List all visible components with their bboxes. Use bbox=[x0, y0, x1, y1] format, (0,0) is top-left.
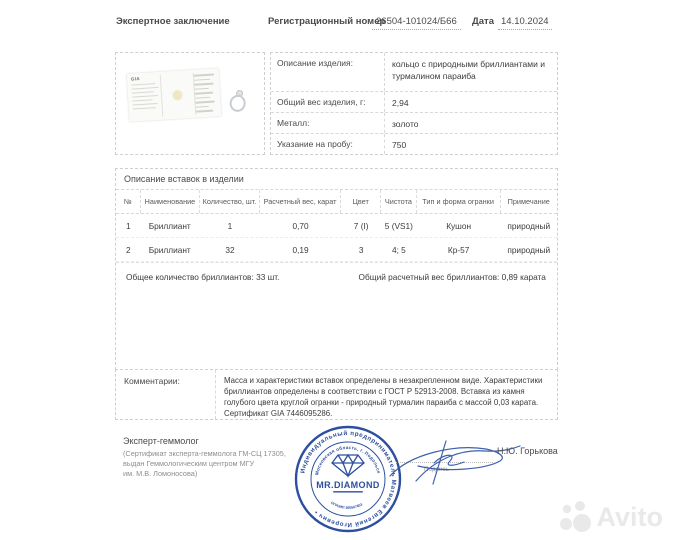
inserts-table bbox=[115, 168, 558, 370]
table-row bbox=[116, 238, 557, 262]
totals-row bbox=[116, 262, 557, 290]
field-row-weight bbox=[271, 91, 557, 112]
column-header: Цвет bbox=[341, 190, 381, 213]
cell-color: 3 bbox=[358, 244, 364, 255]
comments-text: Масса и характеристики вставок определены в незакрепленном виде. Характеристики бриллиантов определены в соответствии с ГОСТ Р 52913-2008. Вставка из камня голубого цвета круглой огранки - природный турмалин параиба с массой 0,03 карата. Сертификат GIA 7446095286. bbox=[224, 376, 543, 419]
field-label: Указание на пробу: bbox=[271, 134, 385, 154]
cell-name: Бриллиант bbox=[148, 220, 191, 231]
field-value: кольцо с природными бриллиантами и турмалином параиба bbox=[392, 59, 545, 82]
cell-cut: Кр-57 bbox=[447, 244, 470, 255]
gia-certificate-image bbox=[127, 68, 222, 122]
stamp-brand: MR.DIAMOND bbox=[316, 480, 380, 490]
svg-text:Индивидуальный предприниматель bbox=[299, 430, 397, 528]
field-label: Металл: bbox=[271, 113, 385, 133]
registration-number-label: Регистрационный номер bbox=[268, 16, 386, 27]
cell-quantity: 1 bbox=[227, 220, 233, 231]
signature-label: Подпись bbox=[424, 466, 449, 473]
diamond-icon bbox=[332, 455, 364, 476]
field-row-hallmark bbox=[271, 133, 557, 154]
field-label: Описание изделия: bbox=[271, 53, 385, 91]
ring-image bbox=[226, 88, 251, 115]
field-row-metal bbox=[271, 112, 557, 133]
column-header: Расчетный вес, карат bbox=[260, 190, 342, 213]
cell-note: природный bbox=[507, 244, 551, 255]
cell-number: 1 bbox=[126, 220, 131, 231]
avito-logo-icon bbox=[559, 500, 593, 534]
column-header: Чистота bbox=[381, 190, 417, 213]
cell-note: природный bbox=[507, 220, 551, 231]
item-photo-box bbox=[115, 52, 265, 155]
handwritten-signature bbox=[388, 436, 528, 488]
field-value: 750 bbox=[392, 140, 407, 150]
expert-role: Эксперт-геммолог bbox=[123, 436, 199, 446]
column-header: Примечание bbox=[507, 197, 550, 206]
date-value: 14.10.2024 bbox=[498, 16, 552, 30]
field-row-description bbox=[271, 53, 557, 91]
cell-name: Бриллиант bbox=[148, 244, 191, 255]
diamond-diagram bbox=[173, 91, 183, 101]
cell-weight: 0,70 bbox=[292, 220, 309, 231]
column-header: № bbox=[116, 190, 141, 213]
avito-logo-text: Avito bbox=[596, 501, 663, 532]
column-header: Количество, шт. bbox=[200, 190, 260, 213]
total-weight: Общий расчетный вес бриллиантов: 0,89 карата bbox=[358, 271, 546, 282]
expert-name: Н.Ю. Горькова bbox=[497, 446, 558, 456]
cell-color: 7 (I) bbox=[353, 220, 369, 231]
product-description-table bbox=[270, 52, 558, 155]
table-row bbox=[116, 214, 557, 238]
cell-cut: Кушон bbox=[446, 220, 472, 231]
cell-weight: 0,19 bbox=[292, 244, 309, 255]
field-label: Общий вес изделия, г: bbox=[271, 92, 385, 112]
gia-logo: GIA bbox=[130, 76, 140, 82]
inserts-table-header bbox=[116, 190, 557, 214]
field-value: золото bbox=[392, 119, 419, 129]
date-label: Дата bbox=[472, 16, 494, 27]
column-header: Наименование bbox=[141, 190, 201, 213]
inserts-table-title: Описание вставок в изделии bbox=[116, 169, 557, 190]
avito-watermark bbox=[559, 500, 664, 534]
column-header: Тип и форма огранки bbox=[417, 190, 501, 213]
registration-number-value: 26504-101024/Б66 bbox=[372, 16, 461, 30]
svg-text:Московская область, г. Подольс bbox=[314, 445, 381, 476]
cell-quantity: 32 bbox=[225, 244, 235, 255]
total-count: Общее количество бриллиантов: 33 шт. bbox=[126, 271, 280, 282]
stamp-inner-text: Московская область, г. Подольск bbox=[314, 444, 382, 476]
expert-certificate-note: (Сертификат эксперта-геммолога ГМ-СЦ 17305, выдан Геммологическим центром МГУ им. М.В. Ломоносова) bbox=[123, 449, 286, 478]
report-title: Экспертное заключение bbox=[116, 16, 230, 27]
stamp-ogrnip: ОГРНИП 305507403 bbox=[329, 500, 364, 510]
svg-text:ОГРНИП 305507403 bbox=[330, 501, 363, 510]
expert-block bbox=[123, 436, 286, 479]
stamp-outer-text: Индивидуальный предприниматель Матвеев Евгений Игоревич • bbox=[299, 429, 398, 529]
field-value: 2,94 bbox=[392, 98, 409, 108]
comments-label: Комментарии: bbox=[116, 370, 216, 419]
cell-clarity: 4; 5 bbox=[391, 244, 406, 255]
certificate-text-column bbox=[194, 73, 218, 115]
cell-clarity: 5 (VS1) bbox=[384, 220, 413, 231]
cell-number: 2 bbox=[126, 244, 131, 255]
comments-section bbox=[115, 369, 558, 420]
